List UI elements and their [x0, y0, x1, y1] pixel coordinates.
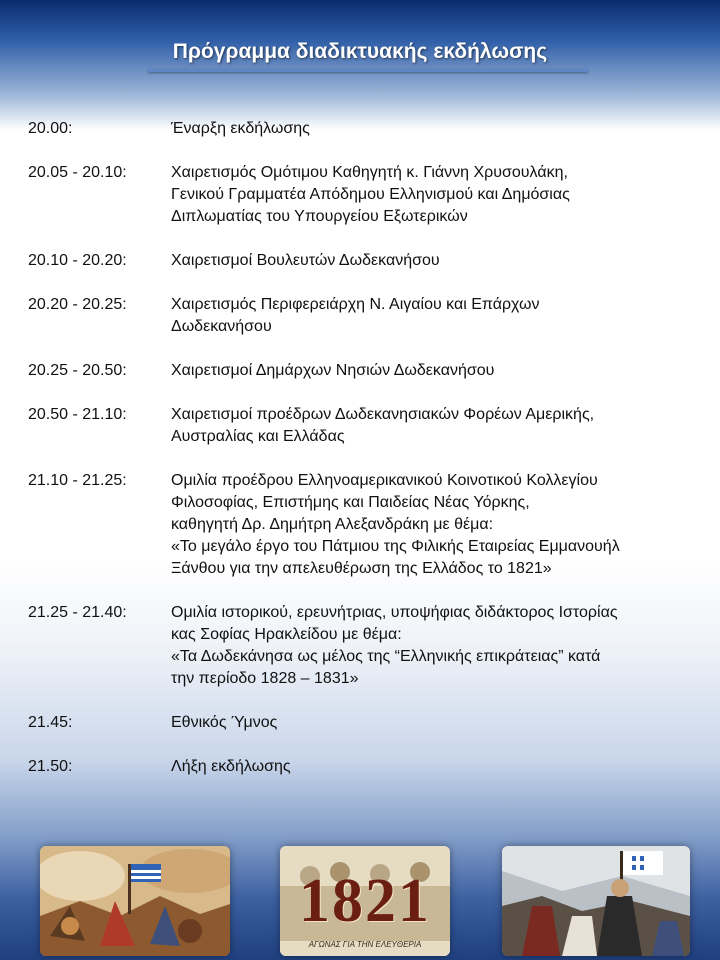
schedule-row [28, 294, 708, 338]
schedule-description-line: Χαιρετισμός Ομότιμου Καθηγητή κ. Γιάννη Χρυσουλάκη, [171, 164, 568, 181]
schedule-time: 21.50: [28, 758, 73, 775]
schedule-description [171, 162, 706, 228]
schedule-description-line: Χαιρετισμός Περιφερειάρχη Ν. Αιγαίου και Επάρχων [171, 296, 540, 313]
emblem-year: 1821 [299, 867, 431, 935]
schedule-row [28, 404, 708, 448]
schedule-row [28, 712, 708, 734]
schedule-row [28, 756, 708, 778]
schedule-row [28, 250, 708, 272]
schedule-description [171, 250, 706, 272]
title-area [0, 38, 720, 68]
title-underline [148, 69, 588, 72]
schedule-description-line: Δωδεκανήσου [171, 318, 272, 335]
schedule-description-line: Φιλοσοφίας, Επιστήμης και Παιδείας Νέας Υόρκης, [171, 494, 530, 511]
schedule-description-line: Διπλωματίας του Υπουργείου Εξωτερικών [171, 208, 468, 225]
1821-emblem-image [280, 846, 450, 956]
schedule-row [28, 360, 708, 382]
schedule-time: 20.25 - 20.50: [28, 362, 127, 379]
schedule-description [171, 602, 706, 690]
schedule-description-line: Ομιλία προέδρου Ελληνοαμερικανικού Κοινοτικού Κολλεγίου [171, 472, 598, 489]
schedule-description-line: Χαιρετισμοί Βουλευτών Δωδεκανήσου [171, 252, 440, 269]
schedule-description [171, 756, 706, 778]
schedule-time: 20.00: [28, 120, 73, 137]
schedule-description [171, 404, 706, 448]
schedule-description-line: «Τα Δωδεκάνησα ως μέλος της “Ελληνικής επικράτειας” κατά [171, 648, 601, 665]
schedule-time: 21.10 - 21.25: [28, 472, 127, 489]
schedule-time: 21.45: [28, 714, 73, 731]
schedule-description [171, 118, 706, 140]
schedule-time: 21.25 - 21.40: [28, 604, 127, 621]
schedule-description-line: Αυστραλίας και Ελλάδας [171, 428, 345, 445]
schedule-row [28, 470, 708, 580]
schedule-description-line: την περίοδο 1828 – 1831» [171, 670, 359, 687]
schedule-time: 20.20 - 20.25: [28, 296, 127, 313]
emblem-caption: ΑΓΩΝΑΣ ΓΙΑ ΤΗΝ ΕΛΕΥΘΕΡΙΑ [308, 940, 422, 949]
pictures-strip [0, 842, 720, 960]
schedule-description-line: Εθνικός Ύμνος [171, 714, 278, 731]
schedule-description-line: Λήξη εκδήλωσης [171, 758, 291, 775]
schedule-description-line: καθηγητή Δρ. Δημήτρη Αλεξανδράκη με θέμα: [171, 516, 494, 533]
schedule-row [28, 602, 708, 690]
schedule-row [28, 162, 708, 228]
schedule-description-line: Έναρξη εκδήλωσης [171, 120, 310, 137]
schedule-description [171, 294, 706, 338]
schedule-description-line: Ομιλία ιστορικού, ερευνήτριας, υποψήφιας διδάκτορος Ιστορίας [171, 604, 618, 621]
schedule-row [28, 118, 708, 140]
schedule-time: 20.10 - 20.20: [28, 252, 127, 269]
schedule-time: 20.50 - 21.10: [28, 406, 127, 423]
schedule-description [171, 360, 706, 382]
schedule-description [171, 470, 706, 580]
schedule-list [28, 118, 708, 800]
schedule-description-line: κας Σοφίας Ηρακλείδου με θέμα: [171, 626, 402, 643]
schedule-time: 20.05 - 20.10: [28, 164, 127, 181]
schedule-description-line: Γενικού Γραμματέα Απόδημου Ελληνισμού και Δημόσιας [171, 186, 570, 203]
battle-painting-image [40, 846, 230, 956]
schedule-description [171, 712, 706, 734]
schedule-description-line: Ξάνθου για την απελευθέρωση της Ελλάδος το 1821» [171, 560, 552, 577]
schedule-description-line: Χαιρετισμοί προέδρων Δωδεκανησιακών Φορέων Αμερικής, [171, 406, 595, 423]
flag-raising-painting-image [502, 846, 690, 956]
page-title: Πρόγραμμα διαδικτυακής εκδήλωσης [172, 40, 548, 63]
schedule-description-line: Χαιρετισμοί Δημάρχων Νησιών Δωδεκανήσου [171, 362, 495, 379]
schedule-description-line: «Το μεγάλο έργο του Πάτμιου της Φιλικής Εταιρείας Εμμανουήλ [171, 538, 620, 555]
